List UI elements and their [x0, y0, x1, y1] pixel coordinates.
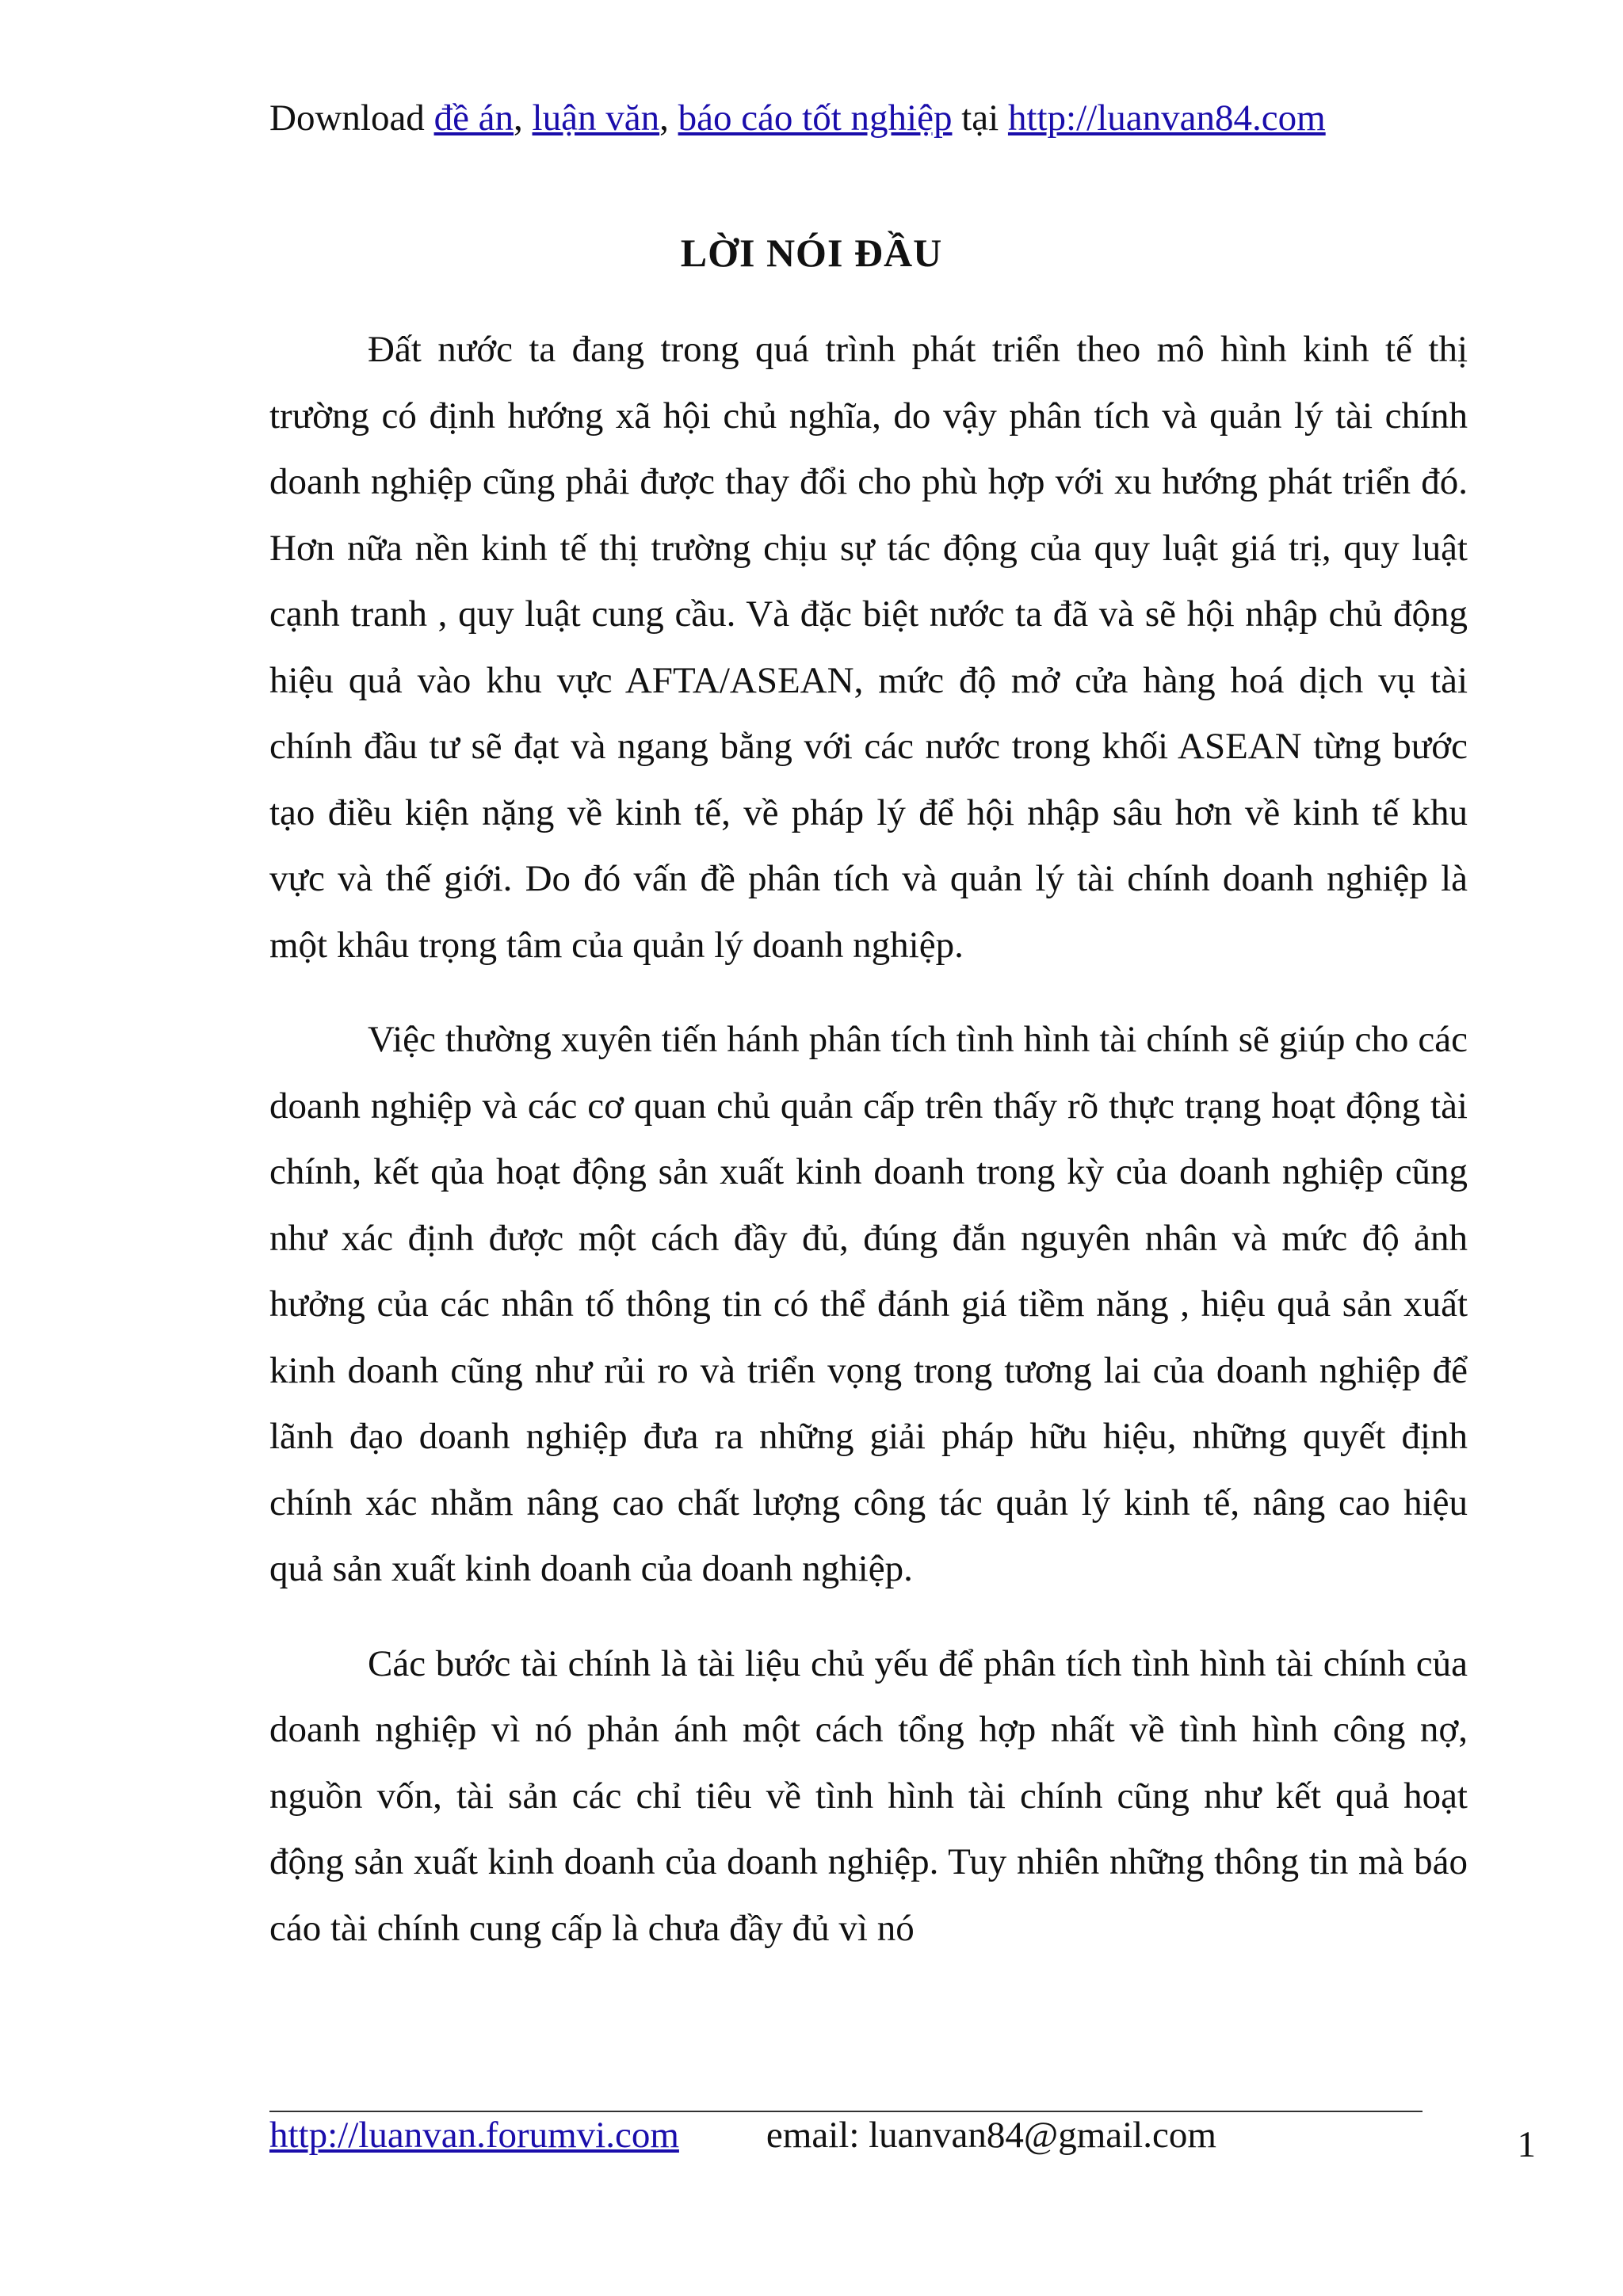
footer-email: email: luanvan84@gmail.com	[766, 2115, 1216, 2156]
link-luan-van[interactable]: luận văn	[532, 97, 660, 139]
link-site-url[interactable]: http://luanvan84.com	[1007, 97, 1326, 139]
paragraph-2: Việc thường xuyên tiến hánh phân tích tình hình tài chính sẽ giúp cho các doanh nghiệp và các cơ quan chủ quản cấp trên thấy rõ thực trạng hoạt động tài chính, kết qủa hoạt động sản xuất kinh doanh trong kỳ của doanh nghiệp cũng như xác định được một cách đầy đủ, đúng đắn nguyên nhân và mức độ ảnh hưởng của các nhân tố thông tin có thể đánh giá tiềm năng , hiệu quả sản xuất kinh doanh cũng như rủi ro và triển vọng trong tương lai của doanh nghiệp để lãnh đạo doanh nghiệp đưa ra những giải pháp hữu hiệu, những quyết định chính xác nhằm nâng cao chất lượng công tác quản lý kinh tế, nâng cao hiệu quả sản xuất kinh doanh của doanh nghiệp.	[269, 1019, 1468, 1589]
download-header	[269, 97, 1326, 139]
link-de-an[interactable]: đề án	[433, 97, 514, 139]
page-title: LỜI NÓI ĐẦU	[680, 231, 943, 275]
header-separator: ,	[659, 97, 678, 139]
footer-divider	[269, 2111, 1423, 2112]
page-number: 1	[1517, 2124, 1536, 2165]
link-bao-cao[interactable]: báo cáo tốt nghiệp	[678, 97, 953, 139]
header-mid-text: tại	[952, 97, 1008, 139]
document-body	[269, 317, 1468, 1962]
header-prefix: Download	[269, 97, 434, 139]
paragraph-1: Đất nước ta đang trong quá trình phát triển theo mô hình kinh tế thị trường có định hướng xã hội chủ nghĩa, do vậy phân tích và quản lý tài chính doanh nghiệp cũng phải được thay đổi cho phù hợp với xu hướng phát triển đó. Hơn nữa nền kinh tế thị trường chịu sự tác động của quy luật giá trị, quy luật cạnh tranh , quy luật cung cầu. Và đặc biệt nước ta đã và sẽ hội nhập chủ động hiệu quả vào khu vực AFTA/ASEAN, mức độ mở cửa hàng hoá dịch vụ tài chính đầu tư sẽ đạt và ngang bằng với các nước trong khối ASEAN từng bước tạo điều kiện nặng về kinh tế, về pháp lý để hội nhập sâu hơn về kinh tế khu vực và thế giới. Do đó vấn đề phân tích và quản lý tài chính doanh nghiệp là một khâu trọng tâm của quản lý doanh nghiệp.	[269, 329, 1468, 966]
header-separator: ,	[514, 97, 533, 139]
footer-forum-link[interactable]: http://luanvan.forumvi.com	[269, 2115, 679, 2156]
paragraph-3: Các bước tài chính là tài liệu chủ yếu để phân tích tình hình tài chính của doanh nghiệp vì nó phản ánh một cách tổng hợp nhất về tình hình công nợ, nguồn vốn, tài sản các chỉ tiêu về tình hình tài chính cũng như kết quả hoạt động sản xuất kinh doanh của doanh nghiệp. Tuy nhiên những thông tin mà báo cáo tài chính cung cấp là chưa đầy đủ vì nó	[269, 1642, 1468, 1949]
page-footer	[269, 2114, 1216, 2157]
